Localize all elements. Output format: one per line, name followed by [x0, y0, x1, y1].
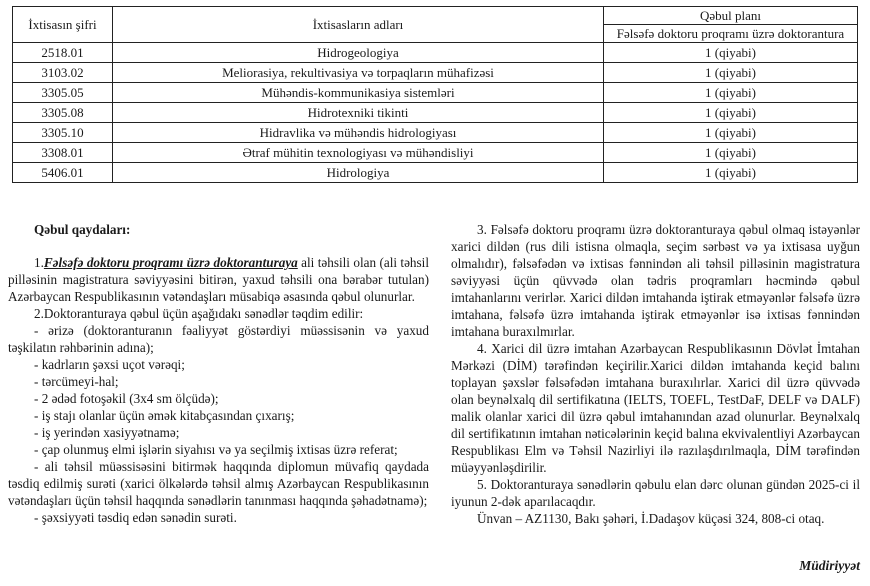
document-item: - ali təhsil müəssisəsini bitirmək haqqında diplomun müvafiq qaydada təsdiq edilmiş surəti (xarici ölkələrdə təhsil almış Azərbaycan Respublikasının vətəndaşları üçün təhsil haqqında sənədlərin tanınması haqqında şəhadətnamə); — [8, 459, 429, 508]
table-row — [13, 43, 858, 63]
admission-plan-table — [12, 6, 858, 183]
rule-1 — [8, 254, 429, 305]
header-name: İxtisasların adları — [113, 7, 604, 43]
signature: Müdiriyyət — [799, 558, 860, 573]
cell-code: 2518.01 — [13, 43, 113, 63]
document-item: - çap olunmuş elmi işlərin siyahısı və ya seçilmiş ixtisas üzrə referat; — [34, 442, 398, 457]
address: Ünvan – AZ1130, Bakı şəhəri, İ.Dadaşov küçəsi 324, 808-ci otaq. — [477, 511, 825, 526]
rules-right-column — [451, 221, 860, 527]
cell-code: 3103.02 — [13, 63, 113, 83]
cell-count: 1 (qiyabi) — [604, 123, 858, 143]
cell-code: 3305.10 — [13, 123, 113, 143]
cell-name: Hidravlika və mühəndis hidrologiyası — [113, 123, 604, 143]
cell-name: Mühəndis-kommunikasiya sistemləri — [113, 83, 604, 103]
document-item: - tərcümeyi-hal; — [34, 374, 119, 389]
rule-1-text: ali təhsili olan (ali təhsil pilləsinin magistratura səviyyəsini bitirən, yaxud təhsili ona bərabər tutulan) Azərbaycan Respublikasının vətəndaşları müsabiqə əsasında qəbul olunurlar. — [8, 255, 429, 304]
cell-name: Meliorasiya, rekultivasiya və torpaqların mühafizəsi — [113, 63, 604, 83]
rule-1-emphasis: Fəlsəfə doktoru proqramı üzrə doktoranturaya — [43, 255, 298, 270]
table-row — [13, 103, 858, 123]
document-item: - 2 ədəd fotoşəkil (3x4 sm ölçüdə); — [34, 391, 219, 406]
cell-count: 1 (qiyabi) — [604, 83, 858, 103]
document-item: - iş yerindən xasiyyətnamə; — [34, 425, 180, 440]
rules-left-column — [8, 221, 429, 526]
cell-name: Hidrologiya — [113, 163, 604, 183]
document-item: - kadrların şəxsi uçot vərəqi; — [34, 357, 185, 372]
table-row — [13, 163, 858, 183]
cell-count: 1 (qiyabi) — [604, 103, 858, 123]
document-item: - iş stajı olanlar üçün əmək kitabçasından çıxarış; — [34, 408, 295, 423]
rule-3: 3. Fəlsəfə doktoru proqramı üzrə doktoranturaya qəbul olmaq istəyənlər xarici dildən (rus dili istisna olmaqla, seçim sərbəst və ya ixtisasa uyğun olmalıdır), fəlsəfədən və ixtisas fənnindən ali təhsil pilləsinin magistratura səviyyəsi üçün qüvvədə olan tədris proqramları həcmində qəbul imtahanlarını verirlər. Xarici dildən imtahanda iştirak etməyənlər fəlsəfə üzrə imtahana, fəlsəfə üzrə imtahanda iştirak etməyənlər isə ixtisas fənnindən imtahana buraxılmırlar. — [451, 222, 860, 339]
rule-2: 2.Doktoranturaya qəbul üçün aşağıdakı sənədlər təqdim edilir: — [34, 306, 364, 321]
cell-count: 1 (qiyabi) — [604, 43, 858, 63]
cell-name: Hidrotexniki tikinti — [113, 103, 604, 123]
header-plan: Qəbul planı — [604, 7, 858, 25]
document-item: - ərizə (doktoranturanın fəaliyyət göstərdiyi müəssisənin və yaxud təşkilatın rəhbərinin adına); — [8, 323, 429, 355]
rule-5: 5. Doktoranturaya sənədlərin qəbulu elan dərc olunan gündən 2025-ci il iyunun 2-dək aparılacaqdır. — [451, 477, 860, 509]
rules-heading: Qəbul qaydaları: — [34, 222, 131, 237]
cell-count: 1 (qiyabi) — [604, 143, 858, 163]
cell-name: Ətraf mühitin texnologiyası və mühəndisliyi — [113, 143, 604, 163]
cell-name: Hidrogeologiya — [113, 43, 604, 63]
table-row — [13, 143, 858, 163]
rule-1-number: 1. — [34, 255, 44, 270]
table-row — [13, 83, 858, 103]
cell-code: 3305.08 — [13, 103, 113, 123]
cell-count: 1 (qiyabi) — [604, 63, 858, 83]
rule-4: 4. Xarici dil üzrə imtahan Azərbaycan Respublikasının Dövlət İmtahan Mərkəzi (DİM) tərəfindən keçirilir.Xarici dildən imtahanda keçid balını toplayan şəxslər fəlsəfədən imtahana buraxılırlar. Xarici dil üzrə qüvvədə olan beynəlxalq dil sertifikatına (IELTS, TOEFL, TestDaF, DELF və DALF) malik olanlar xarici dil üzrə qəbul imtahanından azad olunurlar. Beynəlxalq dil sertifikatının imtahan nəticələrinin keçid balına ekvivalentliyi Azərbaycan Respublikası Elm və Təhsil Nazirliyi ilə razılaşdırılmaqla, DİM tərəfindən müəyyənləşdirilir. — [451, 341, 860, 475]
document-item: - şəxsiyyəti təsdiq edən sənədin surəti. — [34, 510, 237, 525]
header-plan-sub: Fəlsəfə doktoru proqramı üzrə doktorantura — [604, 25, 858, 43]
cell-count: 1 (qiyabi) — [604, 163, 858, 183]
table-row — [13, 63, 858, 83]
header-code: İxtisasın şifri — [13, 7, 113, 43]
cell-code: 5406.01 — [13, 163, 113, 183]
cell-code: 3305.05 — [13, 83, 113, 103]
table-row — [13, 123, 858, 143]
cell-code: 3308.01 — [13, 143, 113, 163]
